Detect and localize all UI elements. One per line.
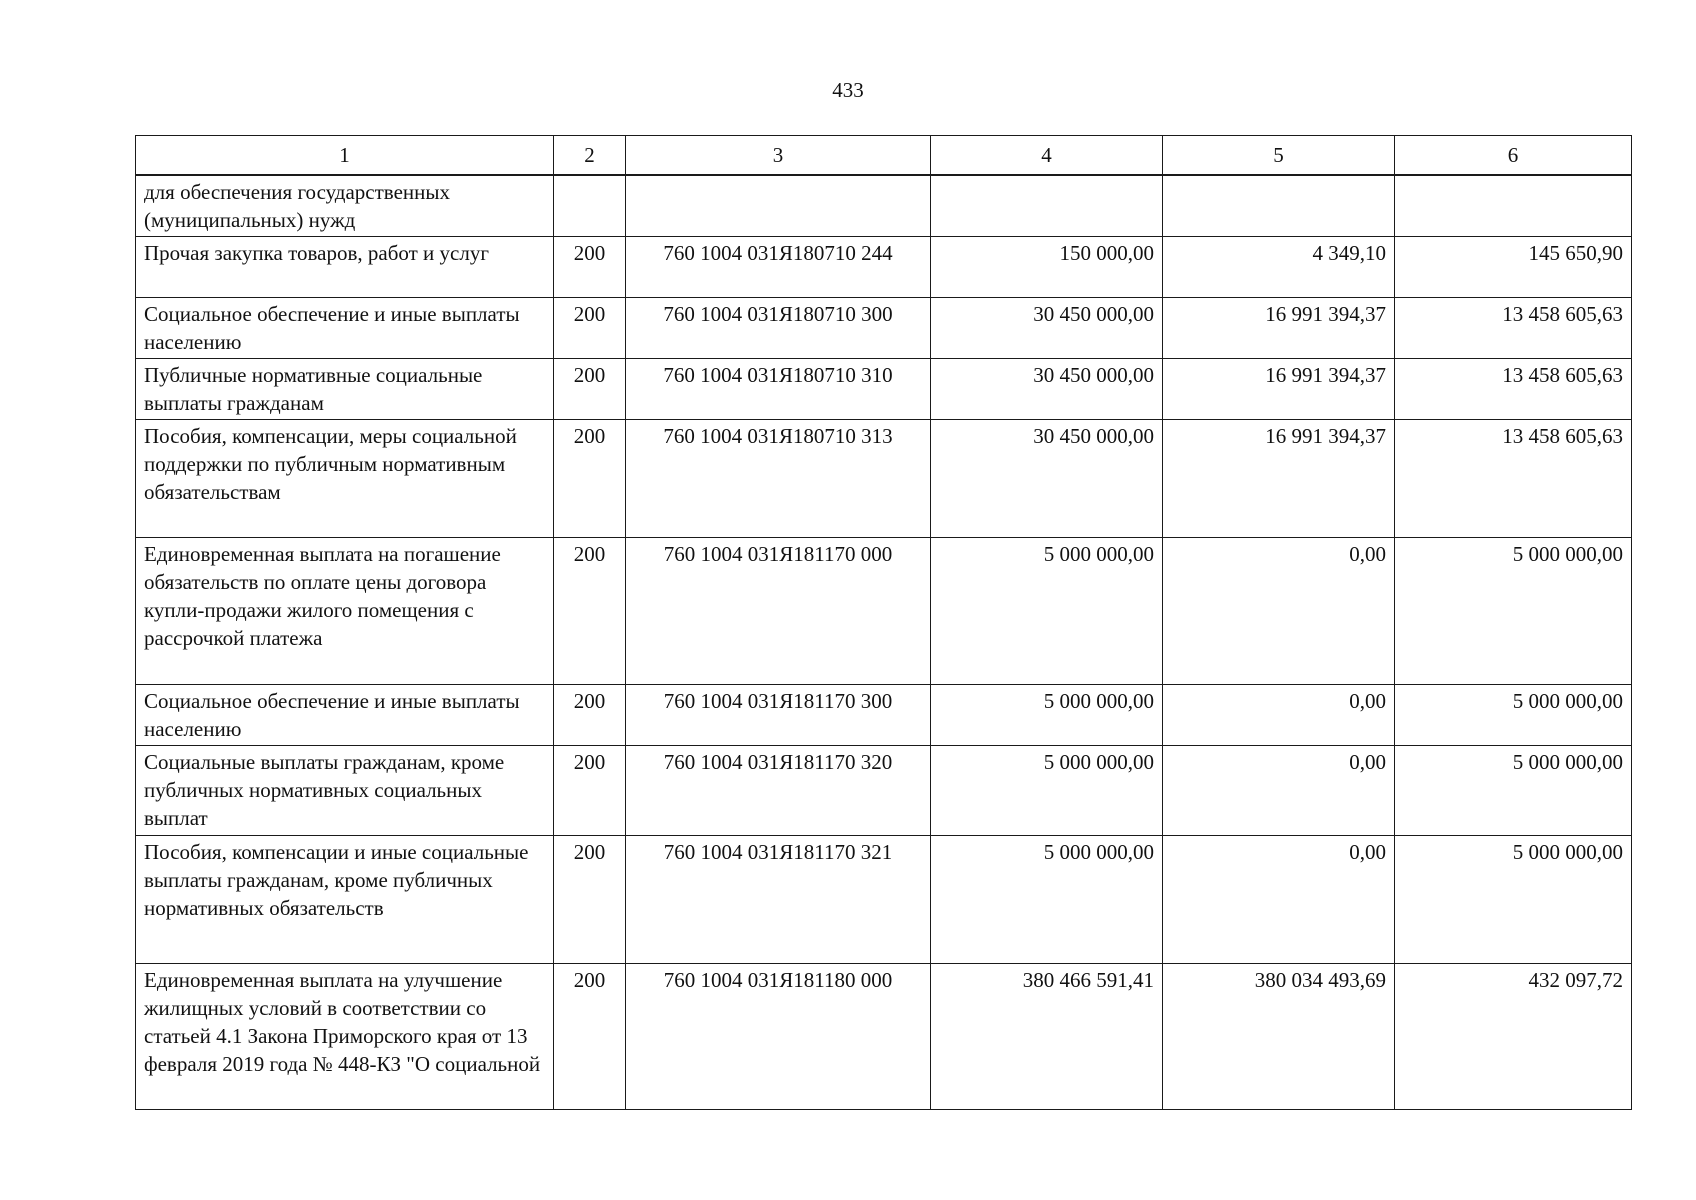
row-kbk: 760 1004 031Я180710 244: [626, 237, 931, 298]
row-name: Социальное обеспечение и иные выплаты населению: [136, 685, 554, 746]
row-code: 200: [554, 964, 626, 1110]
row-kbk: 760 1004 031Я181180 000: [626, 964, 931, 1110]
row-exec: 0,00: [1163, 685, 1395, 746]
row-plan: 5 000 000,00: [931, 538, 1163, 685]
table-row: [136, 746, 1632, 836]
row-kbk: 760 1004 031Я181170 000: [626, 538, 931, 685]
row-code: 200: [554, 298, 626, 359]
row-kbk: 760 1004 031Я180710 310: [626, 359, 931, 420]
row-rest: 5 000 000,00: [1395, 538, 1632, 685]
row-exec: 0,00: [1163, 538, 1395, 685]
row-kbk: 760 1004 031Я181170 300: [626, 685, 931, 746]
row-code: [554, 175, 626, 237]
column-header: 4: [931, 136, 1163, 176]
row-name: Социальное обеспечение и иные выплаты населению: [136, 298, 554, 359]
column-header: 6: [1395, 136, 1632, 176]
row-kbk: 760 1004 031Я180710 313: [626, 420, 931, 538]
row-kbk: [626, 175, 931, 237]
table-row: [136, 420, 1632, 538]
row-code: 200: [554, 746, 626, 836]
row-name: Пособия, компенсации и иные социальные выплаты гражданам, кроме публичных нормативных обязательств: [136, 836, 554, 964]
row-code: 200: [554, 538, 626, 685]
row-exec: 16 991 394,37: [1163, 359, 1395, 420]
row-exec: 0,00: [1163, 746, 1395, 836]
row-exec: 16 991 394,37: [1163, 420, 1395, 538]
table-row: [136, 175, 1632, 237]
row-rest: 432 097,72: [1395, 964, 1632, 1110]
row-plan: 30 450 000,00: [931, 359, 1163, 420]
row-plan: 5 000 000,00: [931, 685, 1163, 746]
row-rest: 13 458 605,63: [1395, 359, 1632, 420]
row-name: Единовременная выплата на погашение обязательств по оплате цены договора купли-продажи жилого помещения с рассрочкой платежа: [136, 538, 554, 685]
row-name: Публичные нормативные социальные выплаты гражданам: [136, 359, 554, 420]
row-plan: 150 000,00: [931, 237, 1163, 298]
row-kbk: 760 1004 031Я180710 300: [626, 298, 931, 359]
row-exec: 4 349,10: [1163, 237, 1395, 298]
budget-table: [135, 135, 1632, 1110]
row-exec: 16 991 394,37: [1163, 298, 1395, 359]
row-plan: 5 000 000,00: [931, 836, 1163, 964]
row-rest: 5 000 000,00: [1395, 836, 1632, 964]
row-code: 200: [554, 359, 626, 420]
row-name: Прочая закупка товаров, работ и услуг: [136, 237, 554, 298]
column-header: 5: [1163, 136, 1395, 176]
row-plan: 30 450 000,00: [931, 420, 1163, 538]
row-exec: 380 034 493,69: [1163, 964, 1395, 1110]
table-row: [136, 359, 1632, 420]
table-row: [136, 237, 1632, 298]
table-header-row: [136, 136, 1632, 176]
row-kbk: 760 1004 031Я181170 320: [626, 746, 931, 836]
row-rest: [1395, 175, 1632, 237]
row-plan: [931, 175, 1163, 237]
row-rest: 5 000 000,00: [1395, 746, 1632, 836]
row-plan: 5 000 000,00: [931, 746, 1163, 836]
table-row: [136, 964, 1632, 1110]
row-name: Пособия, компенсации, меры социальной поддержки по публичным нормативным обязательствам: [136, 420, 554, 538]
row-rest: 5 000 000,00: [1395, 685, 1632, 746]
column-header: 3: [626, 136, 931, 176]
row-code: 200: [554, 237, 626, 298]
row-rest: 13 458 605,63: [1395, 298, 1632, 359]
table-row: [136, 685, 1632, 746]
row-kbk: 760 1004 031Я181170 321: [626, 836, 931, 964]
table-row: [136, 298, 1632, 359]
column-header: 1: [136, 136, 554, 176]
row-code: 200: [554, 420, 626, 538]
column-header: 2: [554, 136, 626, 176]
table-row: [136, 538, 1632, 685]
row-plan: 380 466 591,41: [931, 964, 1163, 1110]
row-rest: 13 458 605,63: [1395, 420, 1632, 538]
row-name: Единовременная выплата на улучшение жилищных условий в соответствии со статьей 4.1 Закона Приморского края от 13 февраля 2019 года № 448-КЗ "О социальной: [136, 964, 554, 1110]
row-name: Социальные выплаты гражданам, кроме публичных нормативных социальных выплат: [136, 746, 554, 836]
row-code: 200: [554, 685, 626, 746]
row-plan: 30 450 000,00: [931, 298, 1163, 359]
row-name: для обеспечения государственных (муниципальных) нужд: [136, 175, 554, 237]
row-exec: 0,00: [1163, 836, 1395, 964]
row-exec: [1163, 175, 1395, 237]
table-row: [136, 836, 1632, 964]
row-rest: 145 650,90: [1395, 237, 1632, 298]
row-code: 200: [554, 836, 626, 964]
page-number: 433: [832, 78, 864, 102]
